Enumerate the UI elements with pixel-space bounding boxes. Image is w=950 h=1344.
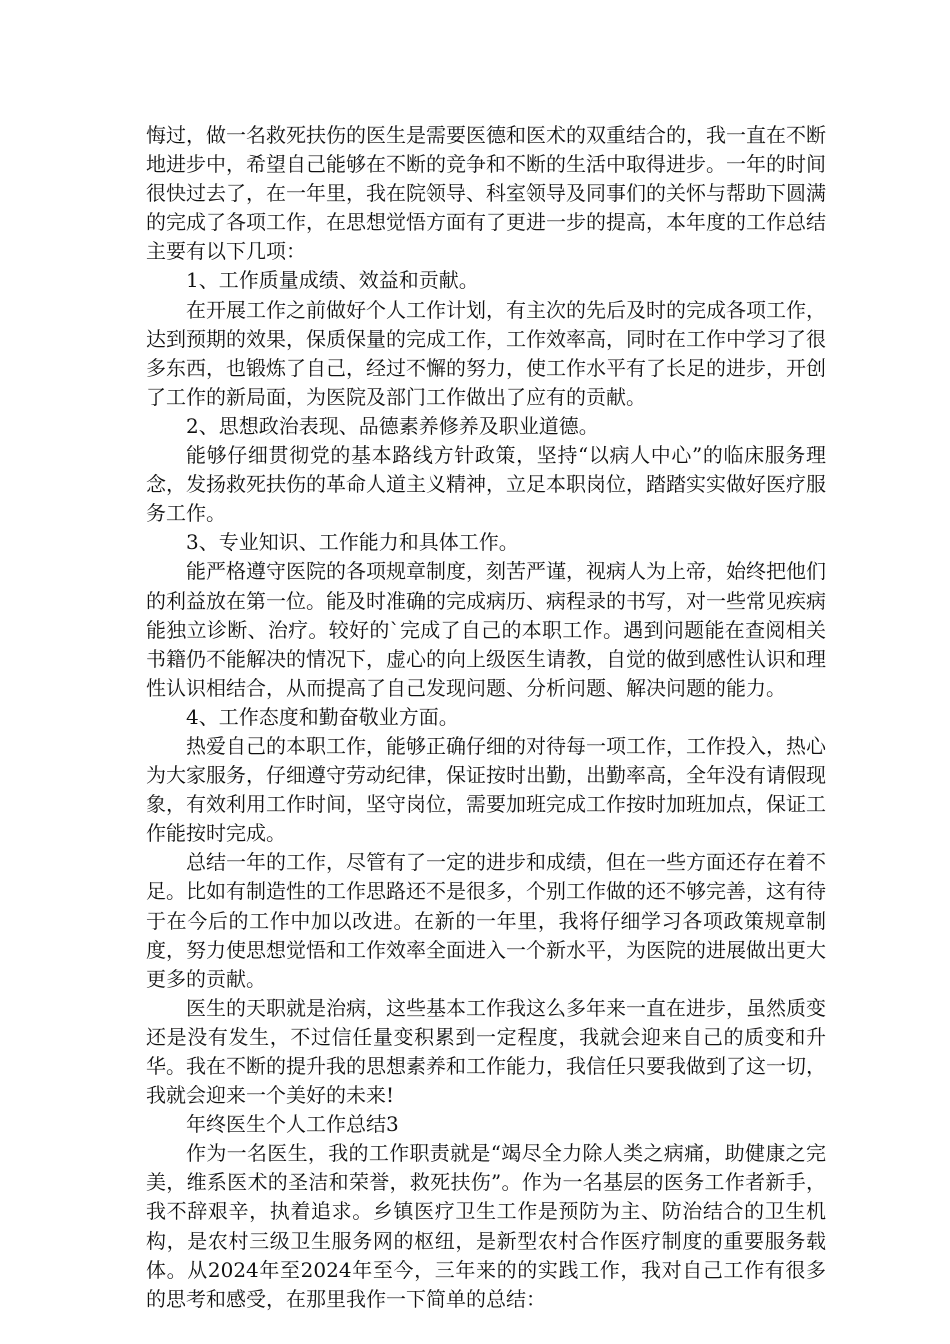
paragraph-6: 总结一年的工作，尽管有了一定的进步和成绩，但在一些方面还存在着不足。比如有制造性的工作思路还不是很多，个别工作做的还不够完善，这有待于在今后的工作中加以改进。在新的一年里，我将仔细学习各项政策规章制度，努力使思想觉悟和工作效率全面进入一个新水平，为医院的进展做出更大更多的贡献。 [146, 850, 826, 991]
document-subtitle: 年终医生个人工作总结3 [186, 1112, 399, 1137]
document-body [146, 121, 826, 1314]
section-heading-4: 4、工作态度和勤奋敬业方面。 [186, 704, 459, 729]
section-heading-2: 2、思想政治表现、品德素养修养及职业道德。 [186, 413, 599, 438]
section-heading-1: 1、工作质量成绩、效益和贡献。 [186, 268, 479, 293]
paragraph-5: 热爱自己的本职工作，能够正确仔细的对待每一项工作，工作投入，热心为大家服务，仔细遵守劳动纪律，保证按时出勤，出勤率高，全年没有请假现象，有效利用工作时间，坚守岗位，需要加班完成工作按时加班加点，保证工作能按时完成。 [146, 733, 826, 846]
paragraph-4: 能严格遵守医院的各项规章制度，刻苦严谨，视病人为上帝，始终把他们的利益放在第一位。能及时准确的完成病历、病程录的书写，对一些常见疾病能独立诊断、治疗。较好的`完成了自己的本职工作。遇到问题能在查阅相关书籍仍不能解决的情况下，虚心的向上级医生请教，自觉的做到感性认识和理性认识相结合，从而提高了自己发现问题、分析问题、解决问题的能力。 [146, 559, 826, 700]
paragraph-3: 能够仔细贯彻党的基本路线方针政策，坚持“以病人中心”的临床服务理念，发扬救死扶伤的革命人道主义精神，立足本职岗位，踏踏实实做好医疗服务工作。 [146, 443, 826, 526]
paragraph-1: 悔过，做一名救死扶伤的医生是需要医德和医术的双重结合的，我一直在不断地进步中，希望自己能够在不断的竞争和不断的生活中取得进步。一年的时间很快过去了，在一年里，我在院领导、科室领导及同事们的关怀与帮助下圆满的完成了各项工作，在思想觉悟方面有了更进一步的提高，本年度的工作总结主要有以下几项： [146, 123, 826, 264]
paragraph-7: 医生的天职就是治病，这些基本工作我这么多年来一直在进步，虽然质变还是没有发生，不过信任量变积累到一定程度，我就会迎来自己的质变和升华。我在不断的提升我的思想素养和工作能力，我信任只要我做到了这一切，我就会迎来一个美好的未来! [146, 995, 826, 1108]
section-heading-3: 3、专业知识、工作能力和具体工作。 [186, 530, 519, 555]
paragraph-8: 作为一名医生，我的工作职责就是“竭尽全力除人类之病痛，助健康之完美，维系医术的圣洁和荣誉，救死扶伤”。作为一名基层的医务工作者新手，我不辞艰辛，执着追求。乡镇医疗卫生工作是预防为主、防治结合的卫生机构，是农村三级卫生服务网的枢纽，是新型农村合作医疗制度的重要服务载体。从2024年至2024年至今，三年来的的实践工作，我对自己工作有很多的思考和感受，在那里我作一下简单的总结： [146, 1141, 826, 1311]
paragraph-2: 在开展工作之前做好个人工作计划，有主次的先后及时的完成各项工作，达到预期的效果，保质保量的完成工作，工作效率高，同时在工作中学习了很多东西，也锻炼了自己，经过不懈的努力，使工作水平有了长足的进步，开创了工作的新局面，为医院及部门工作做出了应有的贡献。 [146, 297, 826, 409]
